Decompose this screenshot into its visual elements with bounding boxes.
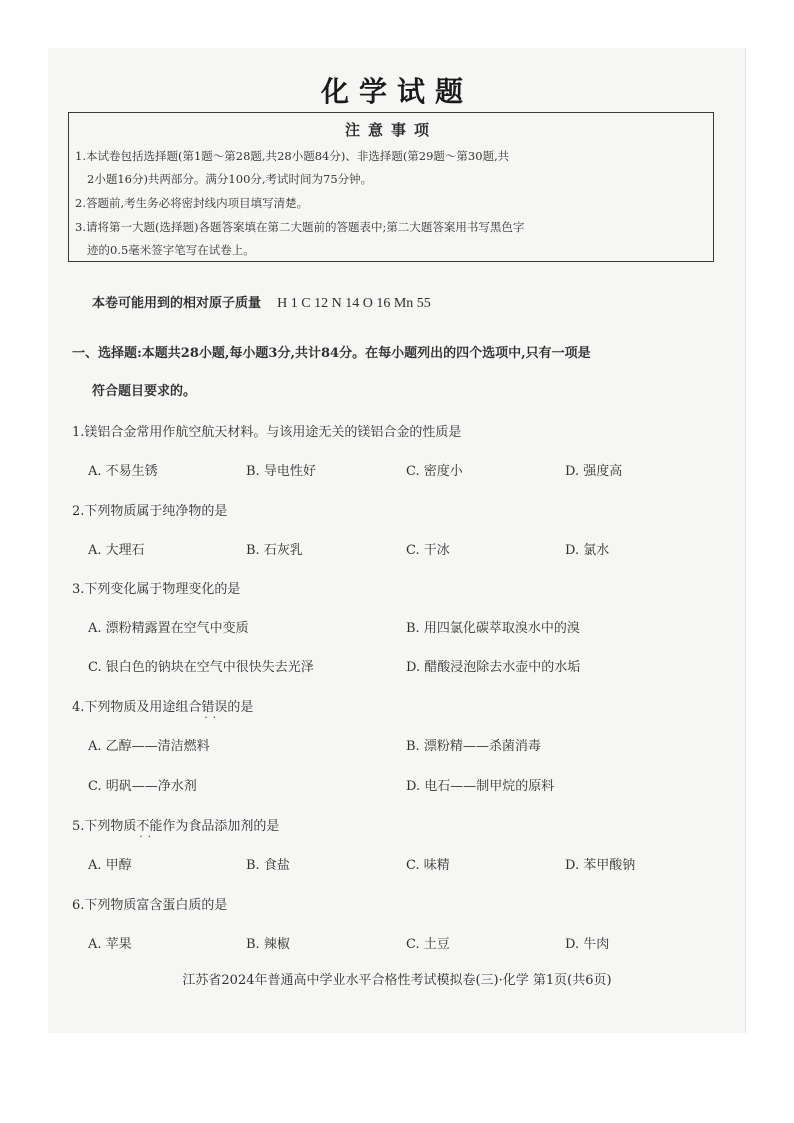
option-1c: C. 密度小 <box>406 464 463 479</box>
stem-text: 的是 <box>227 700 254 715</box>
option-5b: B. 食盐 <box>246 858 290 873</box>
option-5a: A. 甲醇 <box>88 858 132 873</box>
atomic-mass-line <box>92 292 431 312</box>
option-3a: A. 漂粉精露置在空气中变质 <box>88 621 249 636</box>
option-6c: C. 土豆 <box>406 937 450 952</box>
stem-text: 5.下列物质 <box>72 819 137 834</box>
notice-line: 2小题16分)共两部分。满分100分,考试时间为75分钟。 <box>87 172 373 186</box>
notice-line: 1.本试卷包括选择题(第1题～第28题,共28小题84分)、非选择题(第29题～第30题,共 <box>75 149 510 163</box>
option-6a: A. 苹果 <box>88 937 132 952</box>
question-stem-4 <box>72 696 253 715</box>
question-stem-6: 6.下列物质富含蛋白质的是 <box>72 898 228 913</box>
question-stem-1: 1.镁铝合金常用作航空航天材料。与该用途无关的镁铝合金的性质是 <box>72 425 462 440</box>
page-footer: 江苏省2024年普通高中学业水平合格性考试模拟卷(三)·化学 第1页(共6页) <box>182 973 612 988</box>
option-1b: B. 导电性好 <box>246 464 316 479</box>
section-header-line2: 符合题目要求的。 <box>92 384 197 399</box>
option-2a: A. 大理石 <box>88 543 145 558</box>
option-1a: A. 不易生锈 <box>88 464 158 479</box>
option-2b: B. 石灰乳 <box>246 543 303 558</box>
option-4c: C. 明矾——净水剂 <box>88 779 197 794</box>
option-4a: A. 乙醇——清洁燃料 <box>88 739 210 754</box>
option-6b: B. 辣椒 <box>246 937 290 952</box>
stem-text: 4.下列物质及用途组合 <box>72 700 202 715</box>
page-title: 化学试题 <box>320 75 473 108</box>
section-header-line1: 一、选择题:本题共28小题,每小题3分,共计84分。在每小题列出的四个选项中,只有一项是 <box>72 346 591 361</box>
question-stem-3: 3.下列变化属于物理变化的是 <box>72 582 241 597</box>
option-4b: B. 漂粉精——杀菌消毒 <box>406 739 541 754</box>
atomic-mass-values: H 1 C 12 N 14 O 16 Mn 55 <box>277 296 431 311</box>
notice-line: 3.请将第一大题(选择题)各题答案填在第二大题前的答题表中;第二大题答案用书写黑色字 <box>75 220 525 234</box>
option-3d: D. 醋酸浸泡除去水壶中的水垢 <box>406 660 581 675</box>
notice-heading: 注意事项 <box>344 121 437 139</box>
emphasis-text: 错误 · · <box>201 700 227 715</box>
question-stem-2: 2.下列物质属于纯净物的是 <box>72 504 228 519</box>
option-2d: D. 氯水 <box>565 543 610 558</box>
option-5d: D. 苯甲酸钠 <box>565 858 636 873</box>
option-2c: C. 干冰 <box>406 543 450 558</box>
notice-box <box>68 112 714 262</box>
notice-line: 2.答题前,考生务必将密封线内项目填写清楚。 <box>75 196 309 210</box>
notice-line: 迹的0.5毫米签字笔写在试卷上。 <box>87 243 255 257</box>
stem-text: 作为食品添加剂的是 <box>162 819 280 834</box>
option-5c: C. 味精 <box>406 858 450 873</box>
emphasis-text: 不能 · · <box>136 819 162 834</box>
option-4d: D. 电石——制甲烷的原料 <box>406 779 555 794</box>
option-1d: D. 强度高 <box>565 464 623 479</box>
question-stem-5 <box>72 815 279 834</box>
atomic-mass-label: 本卷可能用到的相对原子质量 <box>92 296 262 311</box>
option-3b: B. 用四氯化碳萃取溴水中的溴 <box>406 621 580 636</box>
option-6d: D. 牛肉 <box>565 937 610 952</box>
option-3c: C. 银白色的钠块在空气中很快失去光泽 <box>88 660 314 675</box>
